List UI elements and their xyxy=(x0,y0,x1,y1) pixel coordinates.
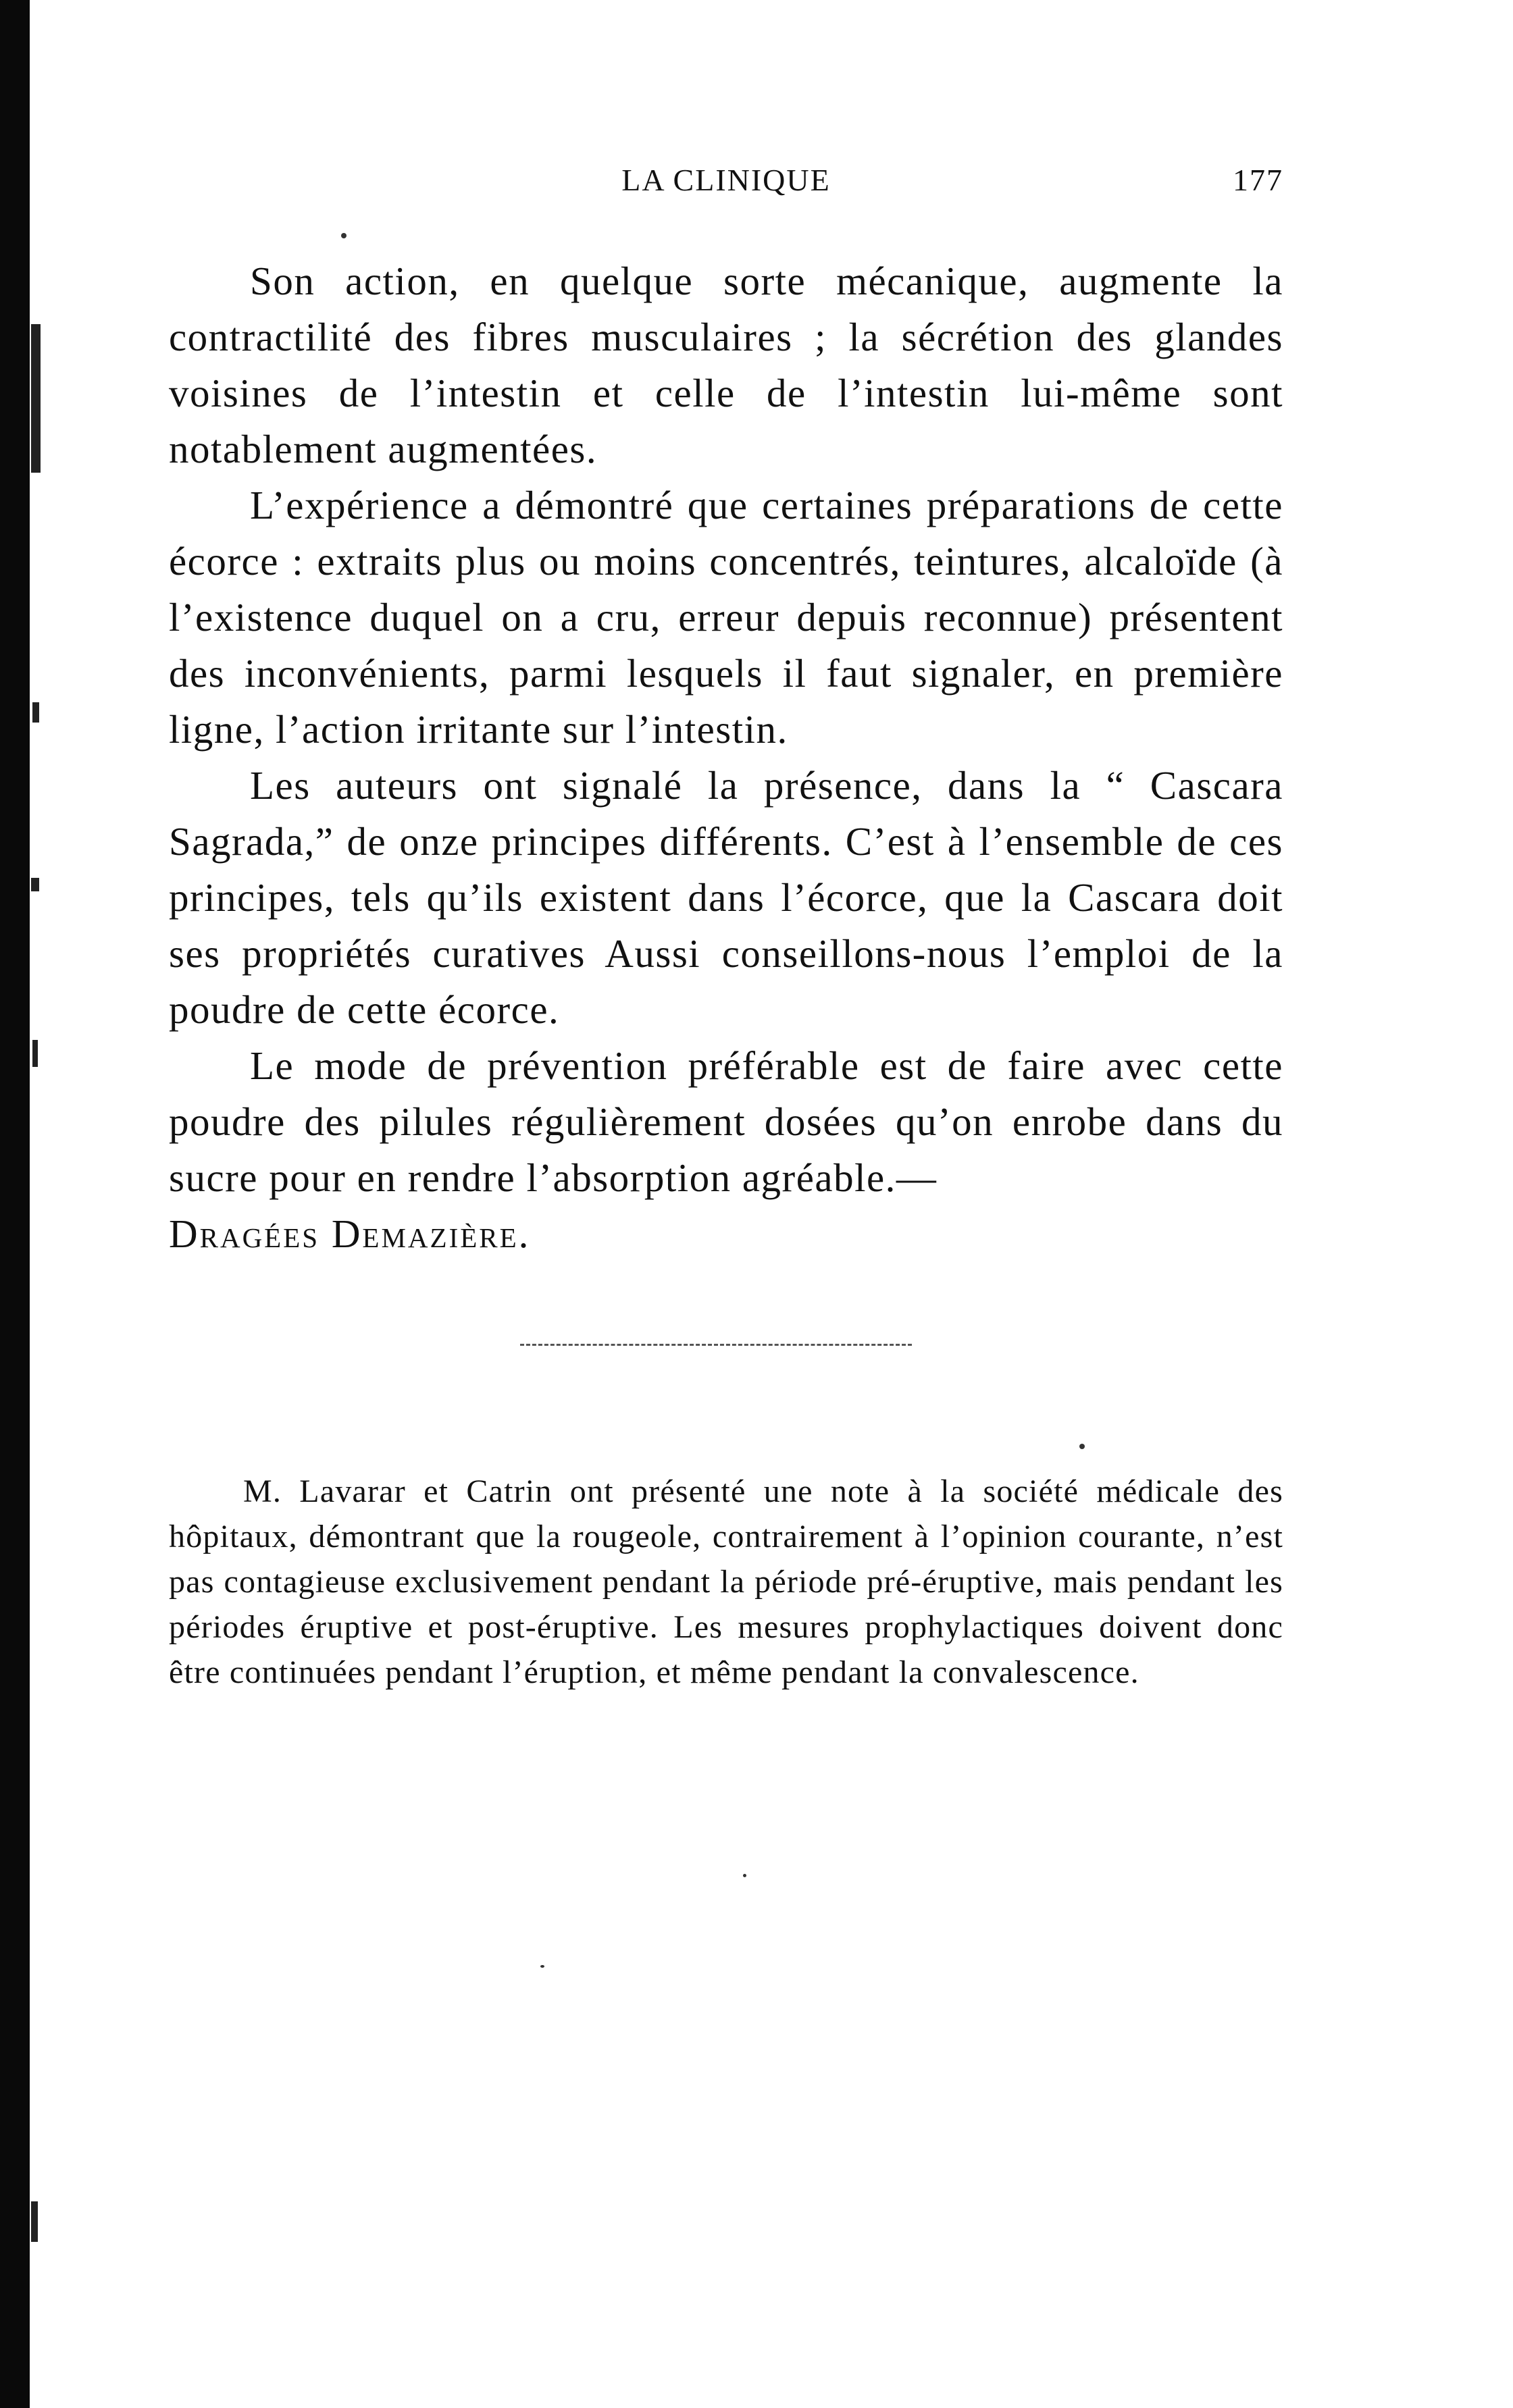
binding-mark xyxy=(32,1040,38,1067)
article-paragraph: Son action, en quelque sorte mécanique, augmente la contractilité des fibres musculaires ; la sécrétion des glandes voisines de l’intestin et celle de l’intestin lui-même sont notablement augmentées. xyxy=(169,259,1283,471)
note-paragraph: M. Lavarar et Catrin ont présenté une note à la société médicale des hôpitaux, démontrant que la rougeole, contrairement à l’opinion courante, n’est pas contagieuse exclusivement pendant la période pré-éruptive, mais pendant les périodes éruptive et post-éruptive. Les mesures prophylactiques doivent donc être continuées pendant l’éruption, et même pendant la convalescence. xyxy=(169,1473,1283,1690)
binding-mark xyxy=(31,2201,38,2242)
main-article xyxy=(169,253,1283,1262)
print-speck xyxy=(540,1965,544,1968)
binding-mark xyxy=(31,878,39,891)
advertiser-signature: Dragées Demazière. xyxy=(169,1211,531,1256)
running-header xyxy=(169,162,1283,209)
print-speck xyxy=(341,233,347,238)
binding-mark xyxy=(31,324,41,473)
medical-note xyxy=(169,1469,1283,1695)
section-separator xyxy=(520,1344,912,1346)
article-paragraph: Les auteurs ont signalé la présence, dans la “ Cascara Sagrada,” de onze principes différents. C’est à l’ensemble de ces principes, tels qu’ils existent dans l’écorce, que la Cascara doit ses propriétés curatives Aussi conseillons-nous l’emploi de la poudre de cette écorce. xyxy=(169,763,1283,1032)
binding-mark xyxy=(32,702,39,723)
article-paragraph: Le mode de prévention préférable est de faire avec cette poudre des pilules régulièrement dosées qu’on enrobe dans du sucre pour en rendre l’absorption agréable.— xyxy=(169,1043,1283,1200)
print-speck xyxy=(743,1874,746,1877)
scan-binding-edge xyxy=(0,0,30,2408)
page-number: 177 xyxy=(1233,163,1283,197)
article-paragraph: L’expérience a démontré que certaines préparations de cette écorce : extraits plus ou moins concentrés, teintures, alcaloïde (à l’existence duquel on a cru, erreur depuis reconnue) présentent des inconvénients, parmi lesquels il faut signaler, en première ligne, l’action irritante sur l’intestin. xyxy=(169,483,1283,752)
print-speck xyxy=(1079,1444,1085,1449)
page-header-title: LA CLINIQUE xyxy=(621,163,831,197)
